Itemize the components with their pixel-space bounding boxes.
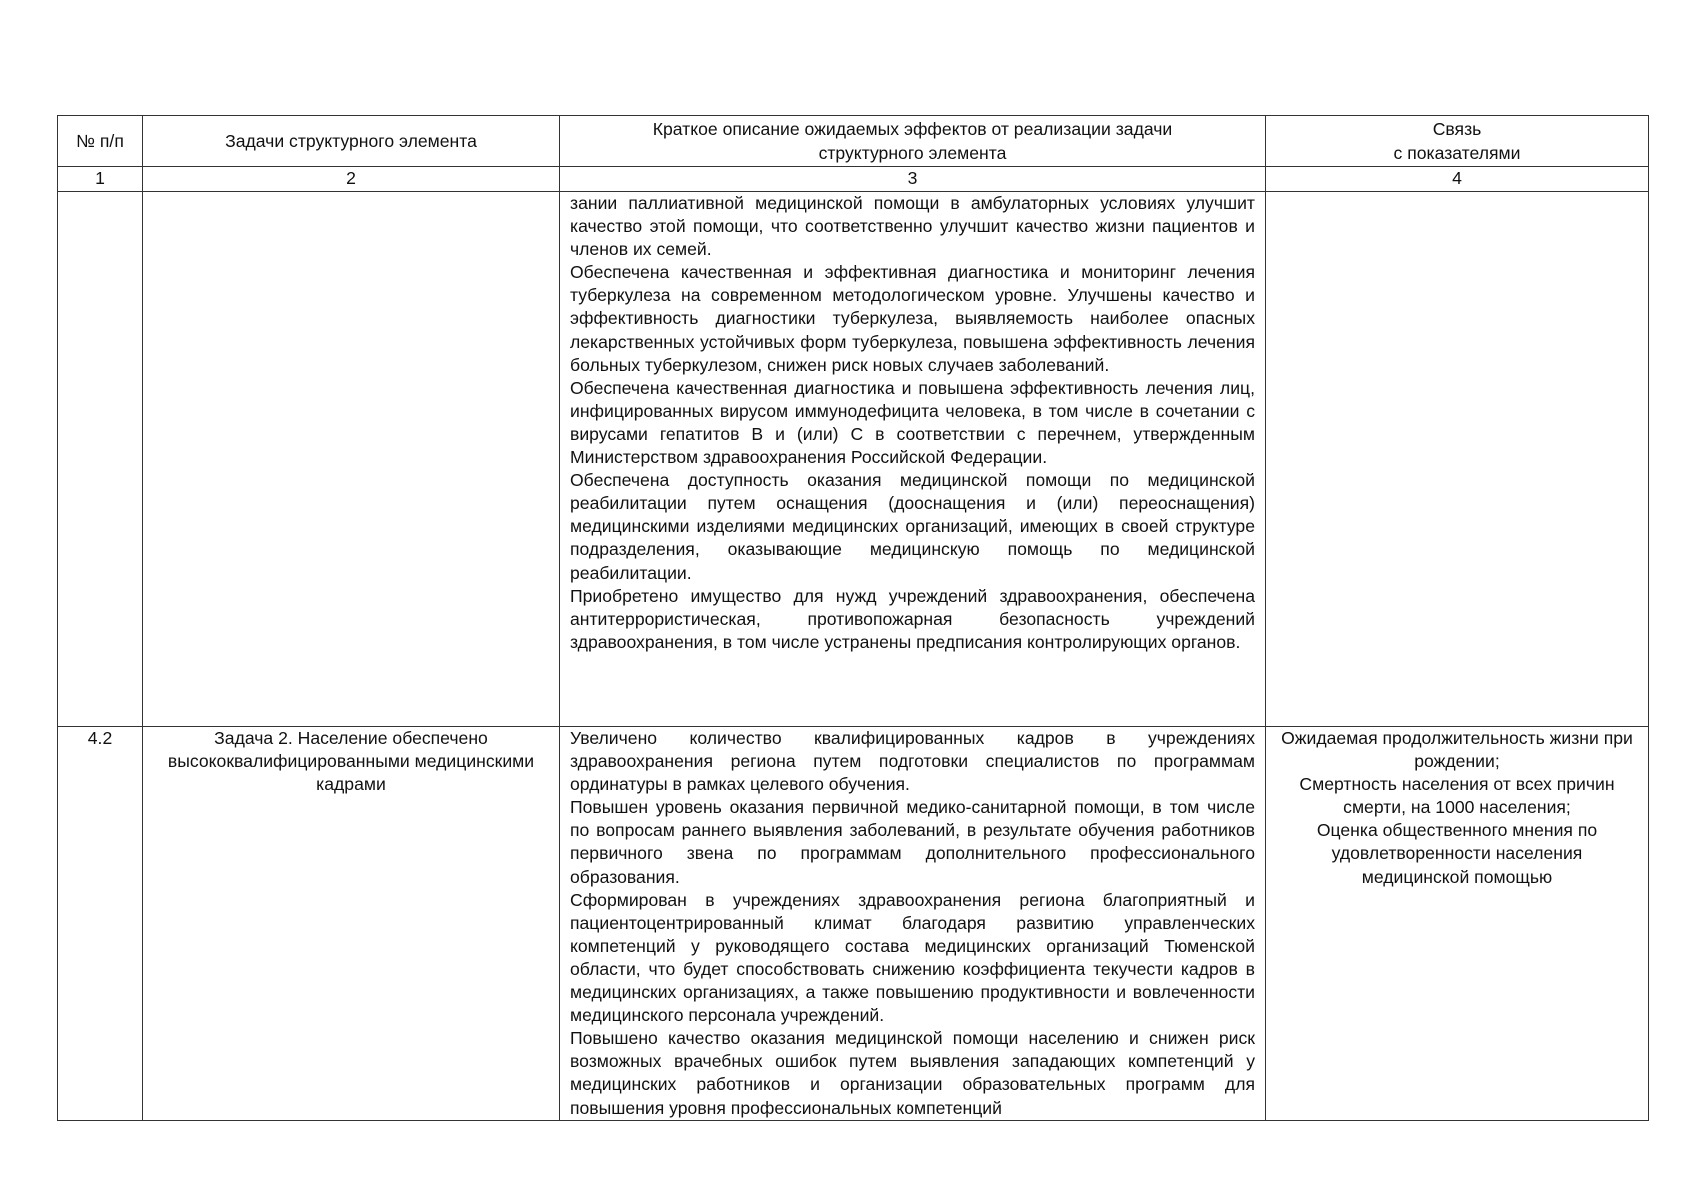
- table-header-row: [58, 116, 1649, 167]
- effect-paragraph: Обеспечена доступность оказания медицинской помощи по медицинской реабилитации путем оснащения (дооснащения и (или) переоснащения) медицинскими изделиями медицинских организаций, имеющих в своей структуре подразделения, оказывающие медицинскую помощь по медицинской реабилитации.: [570, 470, 1255, 583]
- header-effects-text: Краткое описание ожидаемых эффектов от реализации задачи структурного элемента: [652, 119, 1173, 163]
- indicator-item: Смертность населения от всех причин смерти, на 1000 населения;: [1299, 774, 1615, 818]
- effect-paragraph: Обеспечена качественная диагностика и повышена эффективность лечения лиц, инфицированных вирусом иммунодефицита человека, в том числе в сочетании с вирусами гепатитов B и (или) C в соответствии с перечнем, утвержденным Министерством здравоохранения Российской Федерации.: [570, 377, 1255, 468]
- row-number: [58, 192, 143, 727]
- row-effects: [560, 727, 1266, 1121]
- effect-paragraph: Сформирован в учреждениях здравоохранения региона благоприятный и пациентоцентрированный климат благодаря развитию управленческих компетенций у руководящего состава медицинских организаций Тюменской области, что будет способствовать снижению коэффициента текучести кадров в медицинских организациях, а также повышению продуктивности и вовлеченности медицинского персонала учреждений.: [570, 889, 1255, 1026]
- header-tasks: Задачи структурного элемента: [143, 116, 560, 167]
- header-effects: [560, 116, 1266, 167]
- row-effects: [560, 192, 1266, 727]
- effect-paragraph: зании паллиативной медицинской помощи в амбулаторных условиях улучшит качество этой помощи, что соответственно улучшит качество жизни пациентов и членов их семей.: [570, 193, 1255, 260]
- effect-paragraph: Приобретено имущество для нужд учреждений здравоохранения, обеспечена антитеррористическая, противопожарная безопасность учреждений здравоохранения, в том числе устранены предписания контролирующих органов.: [570, 585, 1255, 652]
- effect-paragraph: Увеличено количество квалифицированных кадров в учреждениях здравоохранения региона путем подготовки специалистов по программам ординатуры в рамках целевого обучения.: [570, 728, 1255, 795]
- column-number: 3: [560, 167, 1266, 192]
- row-task: Задача 2. Население обеспечено высококвалифицированными медицинскими кадрами: [143, 727, 560, 1121]
- column-number: 2: [143, 167, 560, 192]
- indicator-item: Оценка общественного мнения по удовлетворенности населения медицинской помощью: [1316, 820, 1598, 887]
- effect-paragraph: Обеспечена качественная и эффективная диагностика и мониторинг лечения туберкулеза на современном методологическом уровне. Улучшены качество и эффективность диагностики туберкулеза, выявляемость наиболее опасных лекарственных устойчивых форм туберкулеза, повышена эффективность лечения больных туберкулезом, снижен риск новых случаев заболеваний.: [570, 262, 1255, 375]
- effect-paragraph: Повышено качество оказания медицинской помощи населению и снижен риск возможных врачебных ошибок путем выявления западающих компетенций у медицинских работников и организации образовательных программ для повышения уровня профессиональных компетенций: [570, 1028, 1255, 1118]
- table-row: [58, 727, 1649, 1121]
- structural-element-table: [57, 115, 1649, 1121]
- column-number: 4: [1266, 167, 1649, 192]
- row-indicators: [1266, 192, 1649, 727]
- header-indicators-text: Связь с показателями: [1393, 119, 1521, 163]
- indicator-item: Ожидаемая продолжительность жизни при рождении;: [1281, 728, 1633, 772]
- column-number: 1: [58, 167, 143, 192]
- header-number: № п/п: [58, 116, 143, 167]
- header-indicators: [1266, 116, 1649, 167]
- effect-paragraph: Повышен уровень оказания первичной медико-санитарной помощи, в том числе по вопросам раннего выявления заболеваний, в результате обучения работников первичного звена по программам дополнительного профессионального образования.: [570, 797, 1255, 887]
- column-number-row: [58, 167, 1649, 192]
- row-task: [143, 192, 560, 727]
- row-number: 4.2: [58, 727, 143, 1121]
- table-row: [58, 192, 1649, 727]
- row-indicators: [1266, 727, 1649, 1121]
